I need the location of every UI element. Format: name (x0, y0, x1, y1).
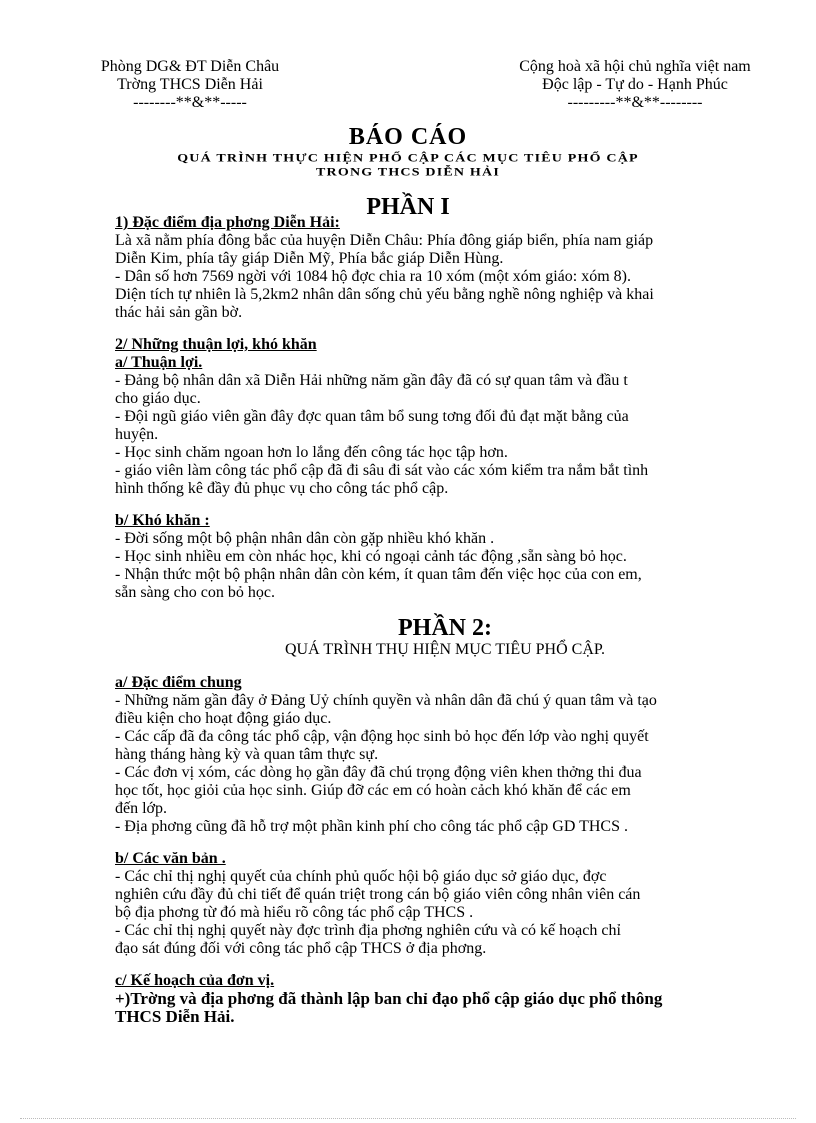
documents-line: - Các chỉ thị nghị quyết của chính phủ quốc hội bộ giáo dục sở giáo dục, đợc (115, 868, 607, 885)
general-features-line: - Các đơn vị xóm, các dòng họ gần đây đã chú trọng động viên khen thởng thi đua (115, 764, 642, 781)
advantages-line: - Đội ngũ giáo viên gần đây đợc quan tâm bổ sung tơng đối đủ đạt mặt bằng của (115, 408, 629, 425)
part-1-title: PHẦN I (366, 194, 450, 220)
general-features-heading: a/ Đặc điểm chung (115, 674, 242, 691)
section-2-heading: 2/ Những thuận lợi, khó khăn (115, 336, 317, 353)
difficulties-line: - Đời sống một bộ phận nhân dân còn gặp nhiều khó khăn . (115, 530, 495, 547)
school-name: Trờng THCS Diễn Hải (117, 76, 263, 93)
general-features-line: học tốt, học giỏi của học sinh. Giúp đỡ các em có hoàn cảch khó khăn để các em (115, 782, 631, 799)
part-2-title: PHẦN 2: (398, 615, 492, 641)
documents-line: đạo sát đúng đối với công tác phổ cập THCS ở địa phơng. (115, 940, 487, 957)
report-title: BÁO CÁO (348, 124, 468, 150)
section-1-line: Diễn Kim, phía tây giáp Diễn Mỹ, Phía bắc giáp Diễn Hùng. (115, 250, 504, 267)
advantages-line: - giáo viên làm công tác phổ cập đã đi sâu đi sát vào các xóm kiểm tra nắm bắt tình (115, 462, 649, 479)
report-subtitle-line-1: QUÁ TRÌNH THỰC HIỆN PHỔ CẬP CÁC MỤC TIÊU PHỔ CẬP (177, 152, 639, 165)
national-title: Cộng hoà xã hội chủ nghĩa việt nam (519, 58, 751, 75)
advantages-line: cho giáo dục. (115, 390, 201, 407)
general-features-line: - Các cấp đã đa công tác phổ cập, vận động học sinh bỏ học đến lớp vào nghị quyết (115, 728, 649, 745)
department-name: Phòng DG& ĐT Diễn Châu (100, 58, 280, 75)
advantages-line: - Đảng bộ nhân dân xã Diễn Hải những năm gần đây đã có sự quan tâm và đầu t (115, 372, 628, 389)
general-features-line: điều kiện cho hoạt động giáo dục. (115, 710, 332, 727)
advantages-heading: a/ Thuận lợi. (115, 354, 203, 371)
part-2-subtitle: QUÁ TRÌNH THỤ HIỆN MỤC TIÊU PHỔ CẬP. (284, 641, 605, 658)
unit-plan-line: +)Trờng và địa phơng đã thành lập ban chỉ đạo phổ cập giáo dục phổ thông (115, 989, 663, 1008)
documents-line: - Các chỉ thị nghị quyết này đợc trình địa phơng nghiên cứu và có kế hoạch chỉ (115, 922, 621, 939)
documents-line: bộ địa phơng từ đó mà hiểu rõ công tác phổ cập THCS . (115, 904, 474, 921)
advantages-line: huyện. (115, 426, 159, 443)
header-left (70, 58, 310, 112)
documents-line: nghiên cứu đầy đủ chi tiết để quán triệt trong cán bộ giáo viên công nhân viên cán (115, 886, 641, 903)
general-features-line: - Địa phơng cũng đã hỗ trợ một phần kinh phí cho công tác phổ cập GD THCS . (115, 818, 628, 835)
difficulties-line: - Học sinh nhiều em còn nhác học, khi có ngoại cảnh tác động ,sẵn sàng bỏ học. (115, 548, 627, 565)
advantages-line: - Học sinh chăm ngoan hơn lo lắng đến công tác học tập hơn. (115, 444, 508, 461)
section-1-heading: 1) Đặc điểm địa phơng Diễn Hải: (115, 214, 340, 231)
documents-heading: b/ Các văn bản . (115, 850, 226, 867)
general-features-line: đến lớp. (115, 800, 168, 817)
document-body (115, 214, 775, 1026)
difficulties-line: - Nhận thức một bộ phận nhân dân còn kém, ít quan tâm đến việc học của con em, (115, 566, 642, 583)
general-features-line: hàng tháng hàng kỳ và quan tâm thực sự. (115, 746, 379, 763)
report-subtitle-line-2: TRONG THCS DIỄN HẢI (316, 166, 500, 179)
section-1-line: Diện tích tự nhiên là 5,2km2 nhân dân sống chủ yếu bằng nghề nông nghiệp và khai (115, 286, 654, 303)
unit-plan-heading: c/ Kế hoạch của đơn vị. (115, 972, 275, 989)
page-bottom-divider (20, 1118, 796, 1119)
general-features-line: - Những năm gần đây ở Đảng Uỷ chính quyền và nhân dân đã chú ý quan tâm và tạo (115, 692, 657, 709)
national-motto: Độc lập - Tự do - Hạnh Phúc (542, 76, 728, 93)
section-1-line: thác hải sản gần bờ. (115, 304, 243, 321)
header-left-ornament: --------**&**----- (133, 94, 247, 111)
header-right-ornament: ---------**&**-------- (567, 94, 703, 111)
difficulties-heading: b/ Khó khăn : (115, 512, 210, 529)
section-1-line: Là xã nằm phía đông bắc của huyện Diễn Châu: Phía đông giáp biển, phía nam giáp (115, 232, 654, 249)
difficulties-line: sẵn sàng cho con bỏ học. (115, 584, 275, 601)
unit-plan-line: THCS Diễn Hải. (115, 1007, 235, 1026)
header-right (480, 58, 790, 112)
advantages-line: hình thống kê đầy đủ phục vụ cho công tác phổ cập. (115, 480, 449, 497)
section-1-line: - Dân số hơn 7569 ngời với 1084 hộ đợc chia ra 10 xóm (một xóm giáo: xóm 8). (115, 268, 631, 285)
